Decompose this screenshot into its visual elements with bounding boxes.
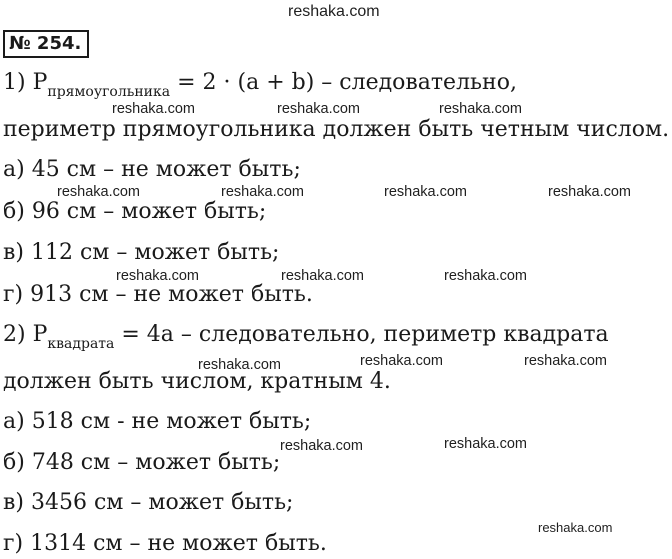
part1-item-v: в) 112 см – может быть; xyxy=(3,240,280,265)
task-number: № 254. xyxy=(3,30,89,58)
watermark: reshaka.com xyxy=(538,520,613,535)
watermark: reshaka.com xyxy=(444,268,528,284)
part1-item-a: а) 45 см – не может быть; xyxy=(3,157,301,182)
part2-intro-line2: должен быть числом, кратным 4. xyxy=(3,369,391,394)
watermark: reshaka.com xyxy=(221,184,305,200)
part1-intro-line2: периметр прямоугольника должен быть четным числом. xyxy=(3,117,670,142)
watermark: reshaka.com xyxy=(116,268,200,284)
watermark: reshaka.com xyxy=(384,184,468,200)
part2-item-g: г) 1314 см – не может быть. xyxy=(3,531,327,556)
watermark: reshaka.com xyxy=(112,101,196,117)
watermark: reshaka.com xyxy=(198,357,282,373)
watermark: reshaka.com xyxy=(444,436,528,452)
watermark: reshaka.com xyxy=(288,3,380,20)
part1-formula: = 2 · (a + b) – следовательно, xyxy=(170,70,517,95)
part2-formula: = 4a – следовательно, периметр квадрата xyxy=(114,322,609,347)
watermark: reshaka.com xyxy=(548,184,632,200)
part2-item-v: в) 3456 см – может быть; xyxy=(3,490,294,515)
watermark: reshaka.com xyxy=(280,438,364,454)
watermark: reshaka.com xyxy=(277,101,361,117)
watermark: reshaka.com xyxy=(360,353,444,369)
watermark: reshaka.com xyxy=(439,101,523,117)
part2-prefix: 2) P xyxy=(3,322,48,347)
watermark: reshaka.com xyxy=(57,184,141,200)
part2-intro-line xyxy=(3,322,609,350)
watermark: reshaka.com xyxy=(281,268,365,284)
part1-subscript: прямоугольника xyxy=(47,84,171,100)
part2-item-a: а) 518 см - не может быть; xyxy=(3,409,312,434)
part1-intro-line xyxy=(3,70,517,98)
part2-item-b: б) 748 см – может быть; xyxy=(3,450,281,475)
part1-prefix: 1) P xyxy=(3,70,48,95)
part1-item-g: г) 913 см – не может быть. xyxy=(3,282,313,307)
watermark: reshaka.com xyxy=(524,353,608,369)
part1-item-b: б) 96 см – может быть; xyxy=(3,199,267,224)
part2-subscript: квадрата xyxy=(47,336,115,352)
